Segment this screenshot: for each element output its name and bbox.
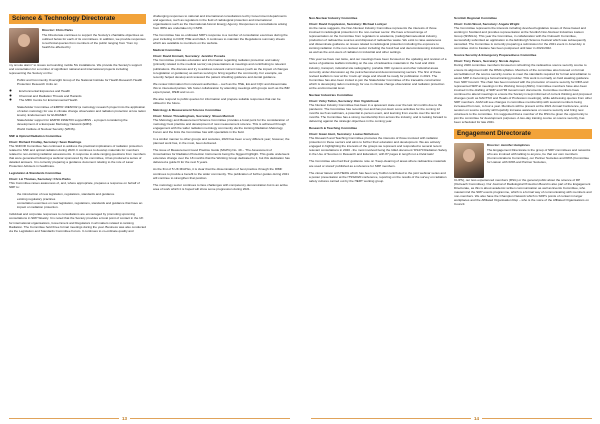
paragraph: The Committee also had their guidance note on 'Keep-cleaning of areas where radioactive materials are used or stored' published as a reference for SRP members. bbox=[309, 159, 446, 168]
representation-list bbox=[14, 78, 146, 86]
paragraph: The Metrology and Measurement Science Committee provides a focal point for the consideration of metrology best practice and development of new measurement science. This is achieved through engagement with the wider radiation metrology community via the Ionising Radiation Metrology Forum and the links the Committee has with specialists in the field. bbox=[153, 117, 289, 135]
section-chair: Chair: David Emmett, Secretary: Jennifer Poveda bbox=[153, 54, 226, 59]
paragraph: The Nuclear Industry Committee has been in a quiescent state over the last 12 months due to the pandemic. The Committee has recently met and has put down some activities for the coming 12 months such as webinars, a potential in-person event, and learning from events over the last 12 months. The Committee has a strong membership from across the industry, and is looking forward to delivering against the strategic objectives in the coming year. bbox=[309, 102, 447, 124]
director-title: Director: Jennifer Humphries bbox=[487, 143, 530, 148]
representation-sub-list bbox=[16, 89, 146, 102]
section-heading: Nuclear Industries Committee bbox=[309, 92, 353, 97]
paragraph: The Research and Teaching Committee promotes the interests of those involved with radiation protection in these sectors and aims to further their education and development. We are actively engaged in highlighting the interests of the groups we represent and responded to several recent relevant consultations in 2020 - the most involved being the IAEA document 'DS470 Radiation Safety in the Use of Sources in Research and Education', with 87 pages in length not a trivial task! bbox=[309, 136, 447, 157]
section-chair: Chair: Gwen Hunt, Secretary: Louise Nicholson bbox=[309, 132, 379, 137]
section-heading: Research & Teaching Committee bbox=[309, 126, 358, 131]
section-chair: Chair: Richard Findlay, Secretary: Sean Rawlings bbox=[9, 139, 82, 144]
page-number-rule bbox=[482, 418, 592, 419]
section-heading: Non-Nuclear Industry Committee bbox=[309, 16, 358, 20]
list-item: • Public and Community Oversight Group of the National Institute for Health Research Health Protection Research Units on: bbox=[17, 78, 146, 86]
list-item: ◦ The MRC Centre for Environmental Health bbox=[19, 98, 146, 102]
page-number-rule bbox=[9, 418, 119, 419]
director-photo bbox=[9, 28, 39, 63]
section-chair: Chair: David Coppleston, Secretary: Michael Lockyer bbox=[309, 22, 387, 27]
directorate-intro: The Directorate continues to support the Society's charitable objectives as outlined below for each of its committees. In addition, we provide responses to technical queries from members of the public ranging from "Can my health be affected by bbox=[42, 33, 146, 50]
right-page-number bbox=[311, 416, 592, 421]
list-item: • Stakeholder Committee of EMPIR 19ENV02 (a metrology research project into the application of radon metrology for use in climate change observation and radiation protection at low radon levels). Endorsement for EURAMET. bbox=[17, 105, 146, 117]
section-heading: Source Security & Emergency Preparedness Committee bbox=[454, 53, 537, 58]
paragraph: In a similar manner to other groups and societies, 2020 has been a very different year; however, the planned work has, in the most, been delivered. bbox=[153, 137, 290, 146]
paragraph: During 2020 committee members focused on refreshing the radioactive source security course to ensure its alignment with the RIMA syllabus. Members of the committee also focused on formal accreditation of the source security course to meet the standards required for formal accreditation to assist SRP in becoming a formal training provider. This work is normally on held awaiting guidance from SRP Council. The chair has been involved with the promotion of source security for RIPA and represented SRP at meetings in the Working Group (AWG). Committee members have also been involved in the drafting of SRP and HM Government documents. Committee members have continued to attend meetings to ensure the Society is kept informed of current thinking and proposed changes (such as NACTSO and Heads of Profession meetings), while addressing queries from other SRP members. AGM will see changes in committee membership with several members being increased from two, to four a year. Members will be present at the 2021 Annual Conference, and a session on source security will hopefully increase awareness on source security and bring new volunteers to the committee. It is suggested that a member of the RSG be given the opportunity to join the committee for development purposes. A two-day training course on source security, has been scheduled for late 2021. bbox=[454, 63, 592, 125]
section-heading: Medical Committee bbox=[153, 48, 182, 53]
responsibility-list bbox=[14, 192, 146, 209]
engagement-banner: Engagement Directorate bbox=[454, 129, 592, 139]
director-photo bbox=[454, 143, 484, 178]
left-page-column-2 bbox=[153, 14, 290, 412]
right-page-column-1 bbox=[309, 14, 447, 412]
page-number: 13 bbox=[122, 416, 128, 421]
section-heading: SNF & Optical Radiation Committee bbox=[9, 133, 62, 138]
directorate-intro-continued: CLIPS), our less experienced members (RSG) or the general public about the science of RP (Outreach Committee). Our Journal of Radiological Protection Board is also part of the Engagement Directorate, as this is about academic written communication as well as Events Committee, who mastermind the SRP events programme, which is a formal way of communicating with members and non-members. We also have the Champion Network which is SRP's points of contact in larger workplaces and the Affiliated Organisation Rep – who is the voice of the Affiliated Organisations on Council. bbox=[454, 178, 592, 207]
section-chair: Chair: Vicky Tallon, Secretary: Kim Vignitchouk bbox=[309, 98, 379, 103]
director-profile bbox=[454, 143, 592, 178]
left-page-number bbox=[9, 416, 290, 421]
paragraph: As the first of 5 UK MGPGs, it is clear that the dissemination of best practice through the IRMF continues to provide a benefit to the wider community. The publication of further guides during 2021 will continue to strengthen that position. bbox=[153, 167, 289, 180]
section-heading: Scottish Regional Committee bbox=[454, 16, 497, 20]
paragraph: As the name suggests, the Non-Nuclear Industry Committee represents the interests of those involved in radiological protection in the non-nuclear sector. We have a broad range of representation on the Committee from regulators to academia, (radio)pharmaceutical industry, production of radioactive sources and disposal of radioactive waste. We exist to raise awareness and disseminate guidance on issues related to radiological protection including the exposure to ionising radiation in the non-nuclear sector including the fossil fuel and decommissioning industries, as well as the end-users of radiation in industrial and other settings. bbox=[309, 26, 445, 55]
list-item: ◦ Environmental Exposures and Health bbox=[19, 89, 146, 93]
science-technology-banner: Science & Technology Directorate bbox=[9, 14, 146, 24]
paragraph: The Committee has co-ordinated SRP's response to a number of consultation exercises during the year including to ICRP, HSE and IAEA. It continues to maintain the Regulations summary sheets which are available to members on the website. bbox=[153, 33, 288, 46]
paragraph: The metrology sector continues to face challenges with competency demonstration but is an active area of work which it is hoped will show some progression during 2021. bbox=[153, 182, 288, 191]
list-item: • the introduction of new legislation, regulations, standards and guidance bbox=[17, 192, 146, 196]
paragraph: This year we have met twice, and our meetings have been focused on the updating and revision of a series of guidance leaflets including on the use of radioactive materials in the food and drink industry, transport, industrial site radiography, portable XRF systems and other industrial areas currently under discussion eg the petrochemical and decommissioning sectors. The first of these revised leaflets is now at the 'mock-up' stage and should be ready for publication in 2021. The Committee has also been invited to join the Stakeholder Committee of the traceable construction which is developing radon metrology for use in climate change observation and radiation protection at the environmental level. bbox=[309, 57, 447, 90]
page-number-rule bbox=[130, 418, 290, 419]
list-item: ◦ Chemical and Radiation Threats and Hazards bbox=[19, 94, 146, 98]
paragraph: We also respond to public queries for information and prepare suitable responses that can be utilised in the future. bbox=[153, 96, 281, 105]
list-item: • Stakeholder support for EMPIR 19NET03 supportBSS - a project considering the development of a European Metrology Network (EMN). bbox=[17, 118, 146, 126]
paragraph: This Committee raises awareness of, and, where appropriate, prepares a response on behalf of SRP to: bbox=[9, 181, 140, 190]
section-heading: Metrology & Measurement Science Committee bbox=[153, 107, 222, 112]
list-item: • World Institute of Nuclear Security (WINS). bbox=[17, 127, 146, 131]
left-page-column-1 bbox=[9, 14, 146, 412]
section-chair: Chair: Liz Thomas, Secretary: Chris Parks bbox=[9, 177, 71, 182]
right-page-column-2 bbox=[454, 14, 592, 412]
paragraph: The Committee provides education and information regarding radiation protection and safety (primarily related to the medical sector) via presentations at meetings and contributing to relevant publications. We discuss and try to address relevant current issues (such as the impact of changes to legislation or guidance) as well as serving to bring together the community. For example, we recently helped develop and reviewed the patient shielding guidance and dental guidance. bbox=[153, 58, 289, 79]
list-item: • existing regulatory practices bbox=[17, 197, 146, 201]
section-chair: Chair: Tony Peters, Secretary: Nicola Jaynes bbox=[454, 59, 520, 64]
director-title: Director: Chris Parks bbox=[42, 28, 73, 32]
directorate-intro-continued: my smoke alarm" to issues surrounding mobile 5G installations. We provide the Society's support and consultation for a number of significant national and international projects including representing the Society on the: bbox=[9, 63, 142, 76]
paragraph: The closer liaison with HERG which has been very fruitful contributed to the joint webinar series and a poster presentation at the ITSS2020 conference, reporting on the results of the survey on radiation safety cultures carried out by the HERT working group. bbox=[309, 170, 447, 183]
paragraph: Individual and corporate responses to consultations are encouraged by promoting upcoming consultations in SRP Weekly. It is noted that the Society provides a focal point of contact in the UK for international organisations, Government and Regulators in all matters related to ionising Radiation. The Committee held three formal meetings during the year. Business was also conducted via the Legislation and Standards Committee Forum. It continues to co-ordinate quality and bbox=[9, 212, 146, 233]
list-item: • consultation exercises on new legislation, regulations, standards and guidance that have an impact on radiation protection. bbox=[17, 201, 146, 209]
section-chair: Chair: Colin Wood, Secretary: Angela Wright bbox=[454, 22, 520, 27]
paragraph: The SNFOR Committee has continued to address the practical implications of radiation protection related to SNF and optical radiation during 2020. It continues to develop materials for members related to non-ionising radiation assessments. In response to wide ranging questions from members that were generated following a webinar sponsored by the committee, it has produced a series of detailed answers. It is currently preparing a guidance document relating to the role of Laser Protection Advisers in healthcare. bbox=[9, 143, 146, 168]
representation-list-2 bbox=[14, 105, 146, 130]
section-chair: Chair: Simon Threadingham, Secretary: Shaun Marriott bbox=[153, 113, 234, 118]
paragraph: The issue of Measurement Good Practice Guide (MGPG) No. 49 – 'The Assessment of Uncertainties for Radiation Protection Instruments being the biggest highlight. This guide underwent extensive change over the 18 months that the Working Group dedicated to it, but this dedication has delivered a guide fit for the next 5 years. bbox=[153, 148, 290, 165]
director-profile bbox=[9, 28, 146, 63]
paragraph: We review information from relevant authorities – such as the HSE, EA and CQC and disseminate this to interested parties. We foster collaboration by attending meetings with groups such as the BIR expert panel, IPEM and so on. bbox=[153, 81, 290, 94]
paragraph: The Committee represents the interests including devolved legislative issues of those based and working in Scotland and provides representation at the Scottish Non-Nuclear Industries Liaison Group (SNNILG). This year the Committee, in collaboration with the Outreach Committee, successfully submitted an application to the Edinburgh Science Festival which was subsequently cancelled. The Committee is currently preparing a submission for the 2021 event in June/July. A committee visit to Fastane has been postponed until later in 2021/2022. bbox=[454, 26, 587, 51]
section-heading: Legislation & Standards Committee bbox=[9, 171, 62, 176]
page-number: 14 bbox=[473, 416, 479, 421]
page-number-rule bbox=[311, 418, 471, 419]
paragraph: challenging responses to national and international consultations led by Government departments and agencies, such as regulators in the field of radiological protection and international organisations such as the International Atomic Energy Agency. Responses to consultations arising from IRPA are undertaken by CSPR. bbox=[153, 14, 288, 31]
directorate-intro: The Engagement Directorate is the group of SRP committees and networks who are involved with talking to anyone, be that our own members (Communications Committee), our Partner Societies and IRPA (Committee for Liaison with IRPA and Partner Societies, bbox=[487, 148, 591, 165]
